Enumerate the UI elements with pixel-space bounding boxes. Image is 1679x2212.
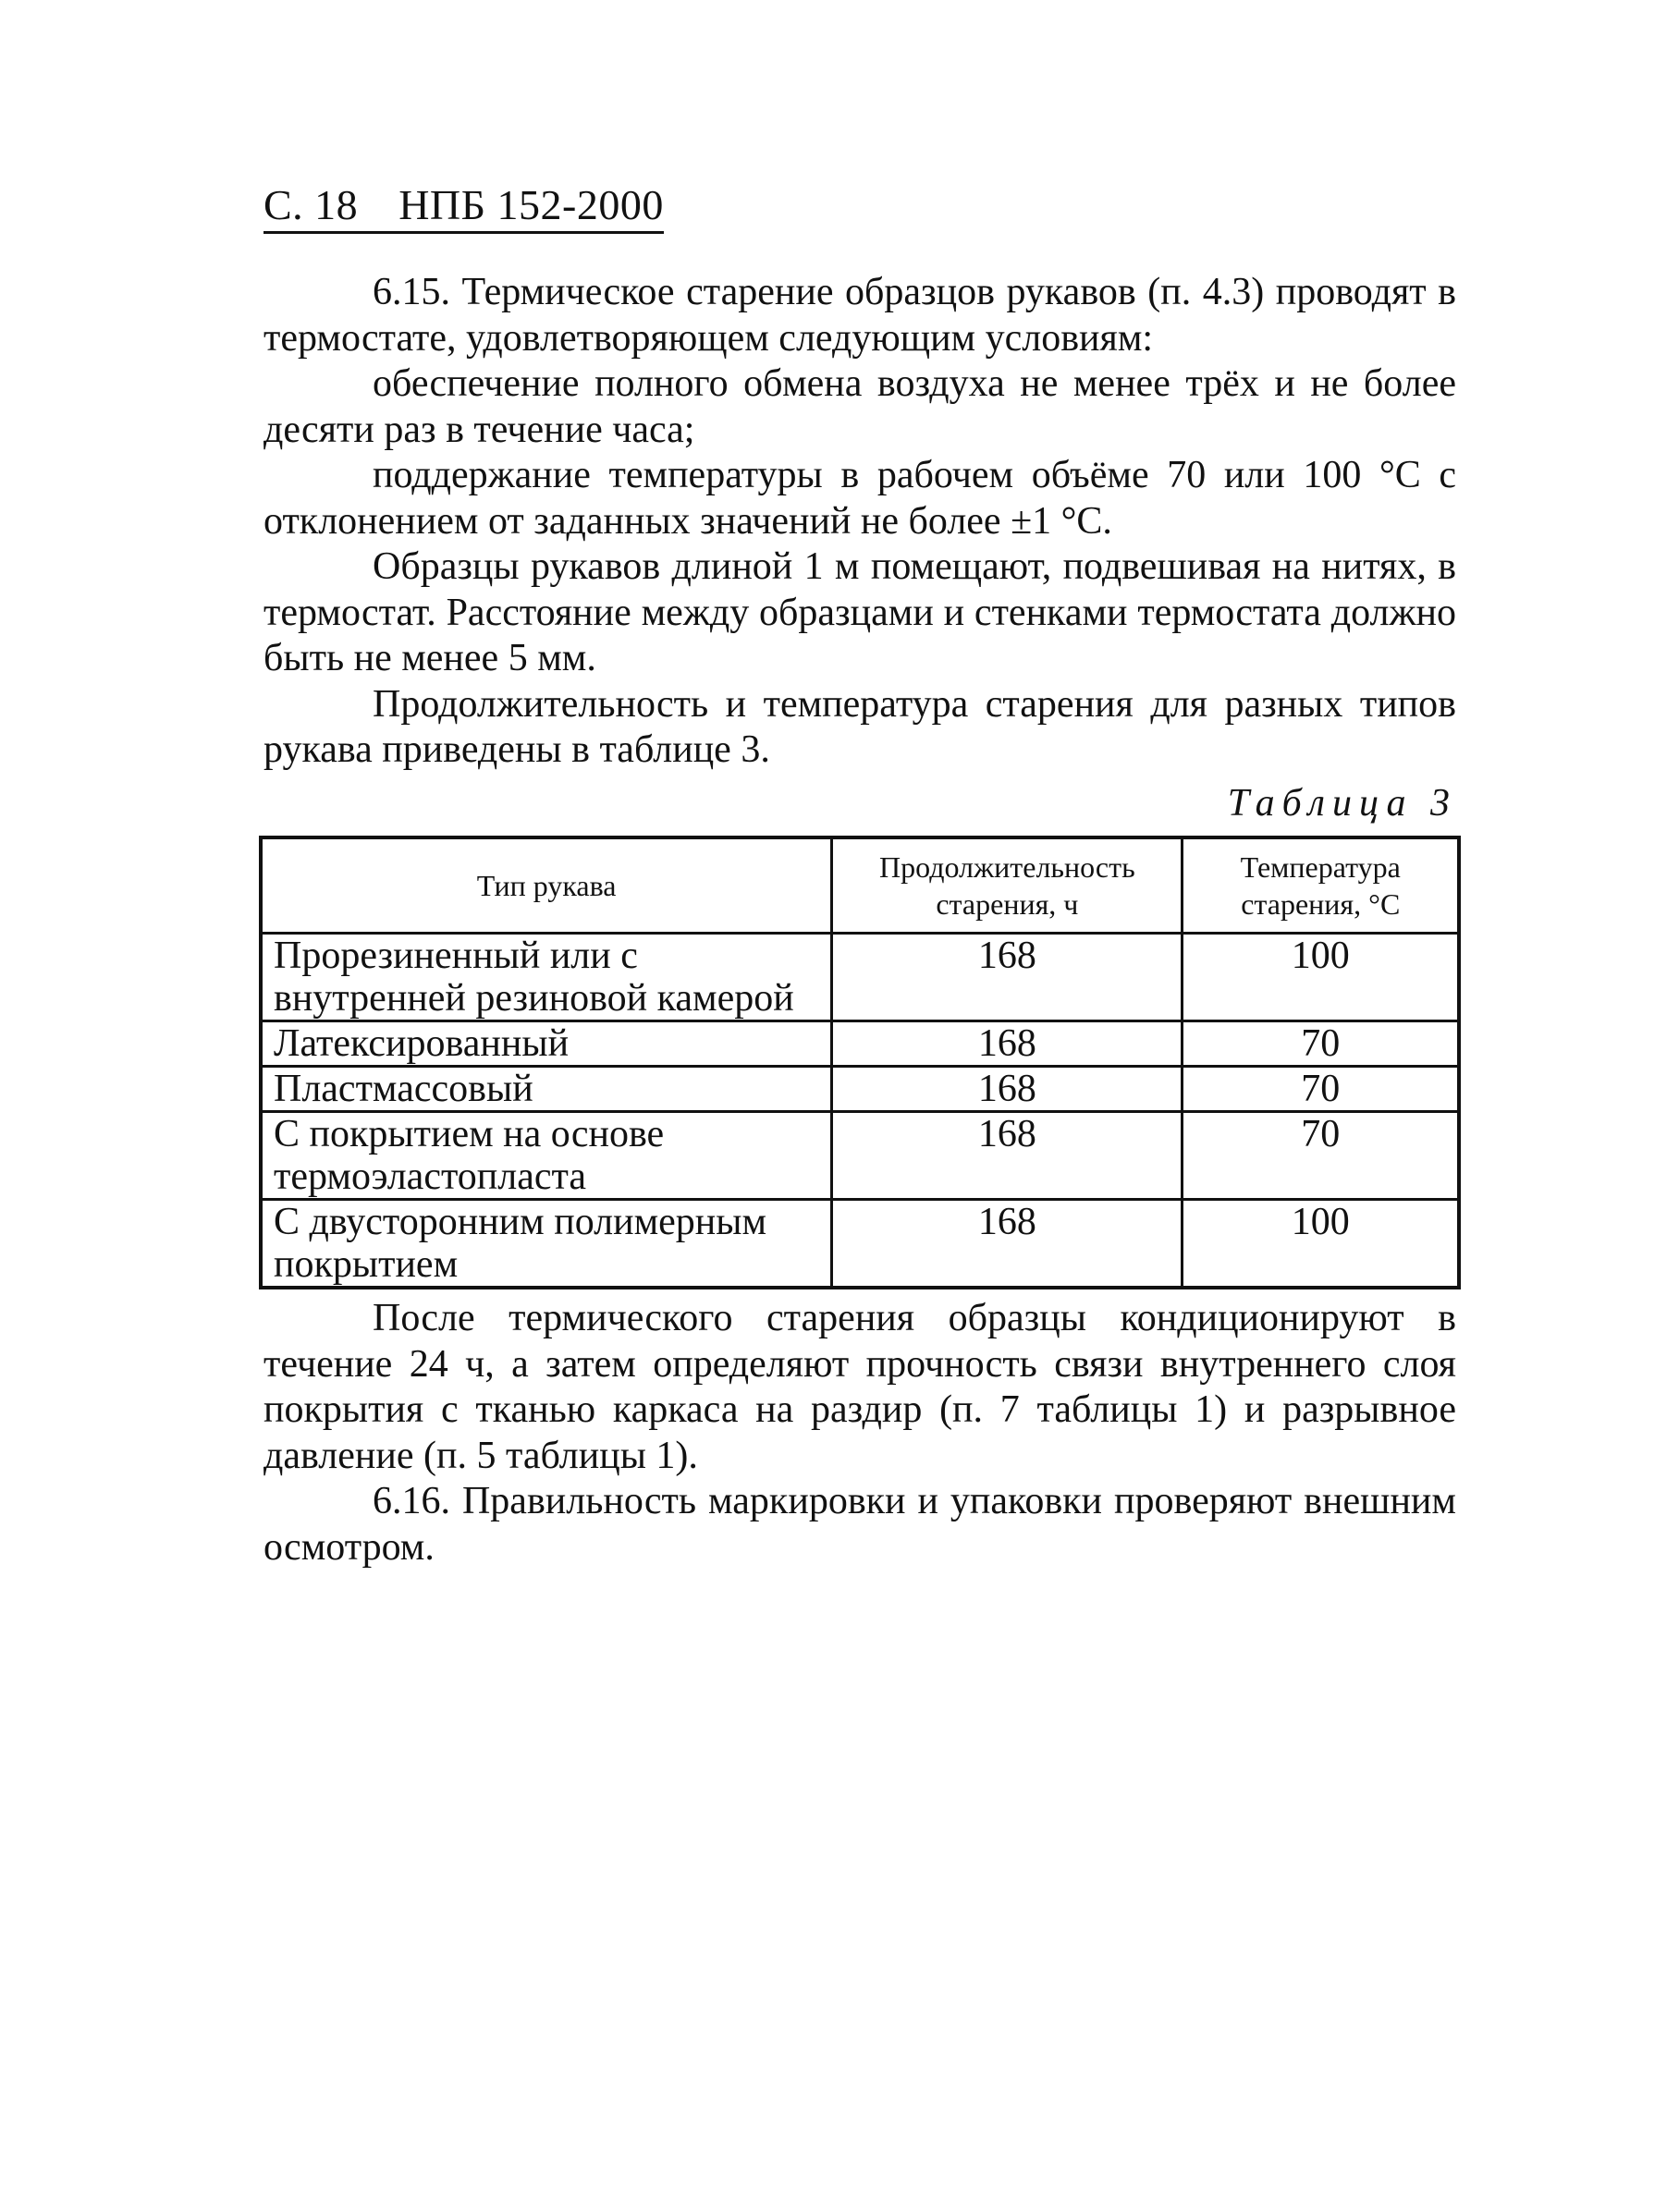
- paragraph: поддержание температуры в рабочем объёме 70 или 100 °С с отклонением от заданных значений не более ±1 °С.: [263, 454, 1456, 543]
- cell-hose-type: С двусторонним полимерным покрытием: [261, 1200, 832, 1289]
- cell-duration: 168: [832, 1200, 1183, 1289]
- page-number: С. 18: [263, 181, 359, 228]
- aging-table: [259, 836, 1461, 1289]
- table-row: [261, 1021, 1459, 1067]
- cell-hose-type: С покрытием на основе термоэластопласта: [261, 1112, 832, 1200]
- table-header-row: [261, 837, 1459, 934]
- cell-temperature: 100: [1183, 1200, 1459, 1289]
- table-caption: Таблица 3: [1227, 782, 1457, 825]
- cell-hose-type: Пластмассовый: [261, 1067, 832, 1112]
- document-code: НПБ 152-2000: [398, 181, 664, 228]
- cell-hose-type: Латексированный: [261, 1021, 832, 1067]
- table-row: [261, 1112, 1459, 1200]
- cell-duration: 168: [832, 1112, 1183, 1200]
- cell-temperature: 100: [1183, 934, 1459, 1021]
- table-row: [261, 1200, 1459, 1289]
- section-after-table: [263, 1296, 1456, 1570]
- paragraph: После термического старения образцы кондиционируют в течение 24 ч, а затем определяют прочность связи внутреннего слоя покрытия с тканью каркаса на раздир (п. 7 таблицы 1) и разрывное давление (п. 5 таблицы 1).: [263, 1297, 1456, 1477]
- paragraph: Продолжительность и температура старения для разных типов рукава приведены в таблице 3.: [263, 682, 1456, 771]
- cell-temperature: 70: [1183, 1067, 1459, 1112]
- table-row: [261, 934, 1459, 1021]
- paragraph: Образцы рукавов длиной 1 м помещают, подвешивая на нитях, в термостат. Расстояние между образцами и стенками термостата должно быть не менее 5 мм.: [263, 545, 1456, 679]
- cell-duration: 168: [832, 1067, 1183, 1112]
- cell-duration: 168: [832, 1021, 1183, 1067]
- cell-temperature: 70: [1183, 1112, 1459, 1200]
- paragraph: обеспечение полного обмена воздуха не менее трёх и не более десяти раз в течение часа;: [263, 362, 1456, 451]
- table-row: [261, 1067, 1459, 1112]
- paragraph: 6.15. Термическое старение образцов рукавов (п. 4.3) проводят в термостате, удовлетворяющем следующим условиям:: [263, 271, 1456, 360]
- cell-duration: 168: [832, 934, 1183, 1021]
- header-hose-type: Тип рукава: [261, 837, 832, 934]
- cell-hose-type: Прорезиненный или с внутренней резиновой камерой: [261, 934, 832, 1021]
- header-temperature: Температура старения, °С: [1183, 837, 1459, 934]
- page-header: [263, 181, 664, 234]
- section-6-15: [263, 270, 1456, 774]
- cell-temperature: 70: [1183, 1021, 1459, 1067]
- paragraph-6-16: 6.16. Правильность маркировки и упаковки проверяют внешним осмотром.: [263, 1480, 1456, 1569]
- header-duration: Продолжительность старения, ч: [832, 837, 1183, 934]
